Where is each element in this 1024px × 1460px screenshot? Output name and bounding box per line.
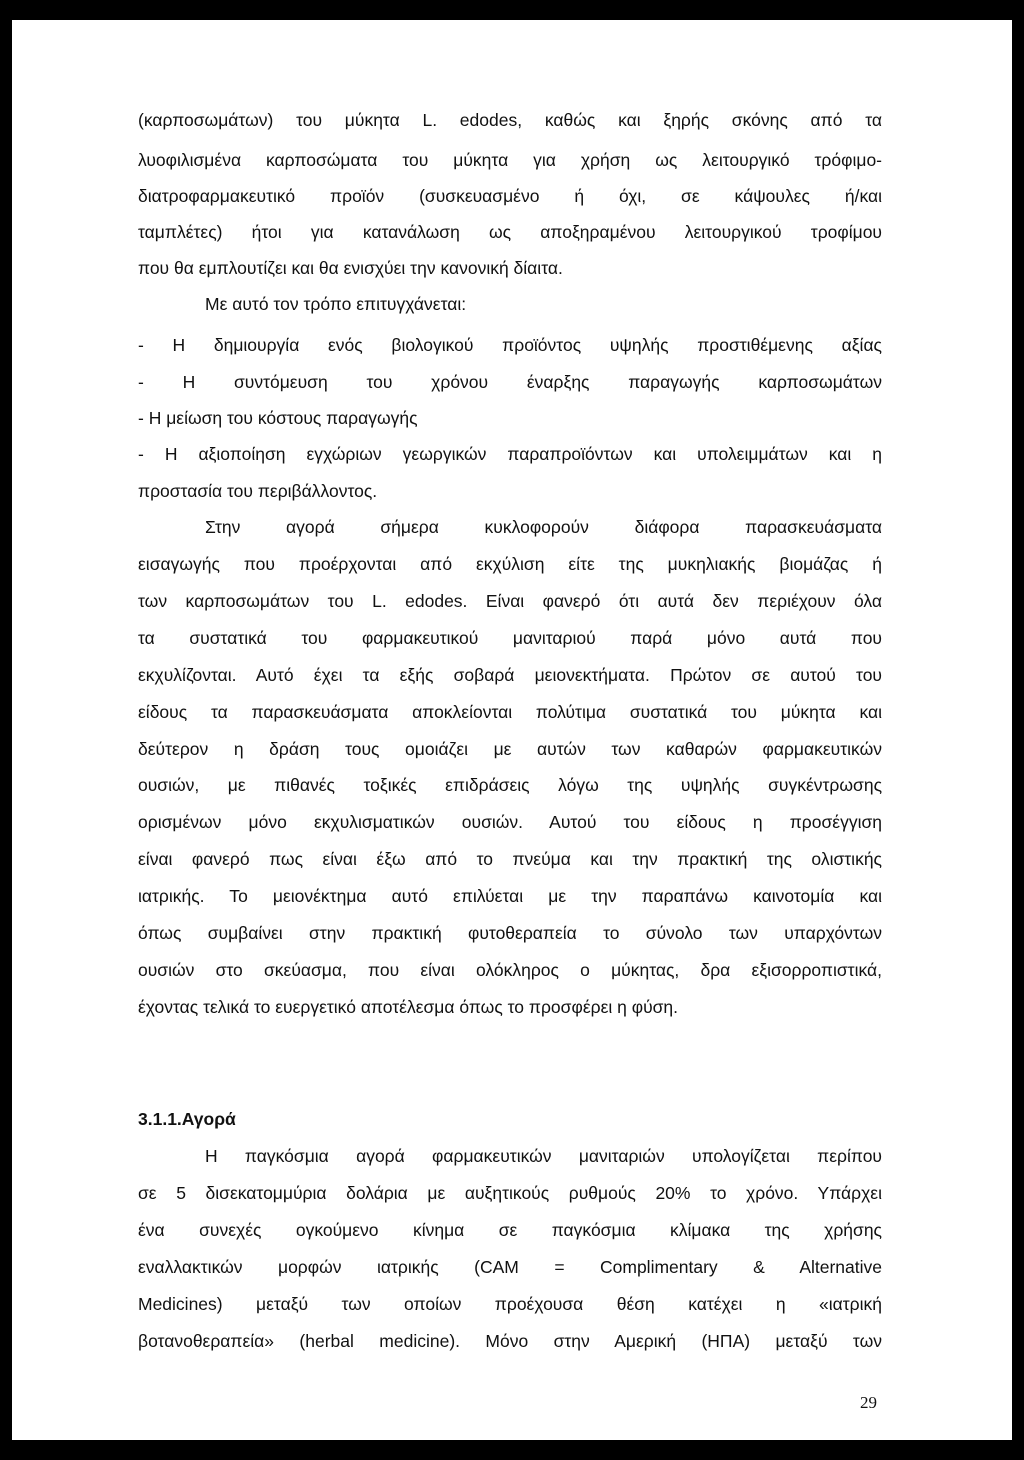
text-line: ένα συνεχές ογκούμενο κίνημα σε παγκόσμια κλίμακα της χρήσης: [138, 1220, 882, 1240]
list-item: - Η μείωση του κόστους παραγωγής: [138, 408, 418, 428]
text-line: έχοντας τελικά το ευεργετικό αποτέλεσμα όπως το προσφέρει η φύση.: [138, 997, 679, 1017]
text-line: Στην αγορά σήμερα κυκλοφορούν διάφορα παρασκευάσματα: [205, 517, 882, 537]
text-line: ουσιών, με πιθανές τοξικές επιδράσεις λόγω της υψηλής συγκέντρωσης: [138, 775, 882, 795]
text-line: εναλλακτικών μορφών ιατρικής (CAM = Complimentary & Alternative: [138, 1257, 882, 1277]
text-line: εισαγωγής που προέρχονται από εκχύλιση είτε της μυκηλιακής βιομάζας ή: [138, 554, 882, 574]
page-number: 29: [860, 1393, 877, 1412]
list-item: - Η δημιουργία ενός βιολογικού προϊόντος υψηλής προστιθέμενης αξίας: [138, 335, 882, 355]
text-line: προστασία του περιβάλλοντος.: [138, 481, 378, 501]
text-line: των καρποσωμάτων του L. edodes. Είναι φανερό ότι αυτά δεν περιέχουν όλα: [138, 591, 882, 611]
list-item: - Η συντόμευση του χρόνου έναρξης παραγωγής καρποσωμάτων: [138, 372, 882, 392]
text-line: ορισμένων μόνο εκχυλισματικών ουσιών. Αυτού του είδους η προσέγγιση: [138, 812, 882, 832]
text-line: (καρποσωμάτων) του μύκητα L. edodes, καθώς και ξηρής σκόνης από τα: [138, 110, 882, 130]
text-line: είναι φανερό πως είναι έξω από το πνεύμα και την πρακτική της ολιστικής: [138, 849, 882, 869]
text-line: που θα εμπλουτίζει και θα ενισχύει την κανονική δίαιτα.: [138, 258, 563, 278]
text-line: ουσιών στο σκεύασμα, που είναι ολόκληρος ο μύκητας, δρα εξισορροπιστικά,: [138, 960, 882, 980]
text-line: βοτανοθεραπεία» (herbal medicine). Μόνο στην Αμερική (ΗΠΑ) μεταξύ των: [138, 1331, 882, 1351]
text-line: είδους τα παρασκευάσματα αποκλείονται πολύτιμα συστατικά του μύκητα και: [138, 702, 882, 722]
text-line: εκχυλίζονται. Αυτό έχει τα εξής σοβαρά μειονεκτήματα. Πρώτον σε αυτού του: [138, 665, 882, 685]
text-line: διατροφαρμακευτικό προϊόν (συσκευασμένο ή όχι, σε κάψουλες ή/και: [138, 186, 882, 206]
text-line: Η παγκόσμια αγορά φαρμακευτικών μανιταριών υπολογίζεται περίπου: [205, 1146, 882, 1166]
text-line: Medicines) μεταξύ των οποίων προέχουσα θέση κατέχει η «ιατρική: [138, 1294, 882, 1314]
text-line: σε 5 δισεκατομμύρια δολάρια με αυξητικούς ρυθμούς 20% το χρόνο. Υπάρχει: [138, 1183, 882, 1203]
text-line: δεύτερον η δράση τους ομοιάζει με αυτών των καθαρών φαρμακευτικών: [138, 739, 882, 759]
text-line: λυοφιλισμένα καρποσώματα του μύκητα για χρήση ως λειτουργικό τρόφιμο-: [138, 150, 882, 170]
list-item: - Η αξιοποίηση εγχώριων γεωργικών παραπροϊόντων και υπολειμμάτων και η: [138, 444, 882, 464]
text-line: Με αυτό τον τρόπο επιτυγχάνεται:: [205, 294, 467, 314]
text-line: όπως συμβαίνει στην πρακτική φυτοθεραπεία το σύνολο των υπαρχόντων: [138, 923, 882, 943]
section-heading: 3.1.1.Αγορά: [138, 1109, 236, 1129]
text-line: ταμπλέτες) ήτοι για κατανάλωση ως αποξηραμένου λειτουργικού τροφίμου: [138, 222, 882, 242]
text-line: ιατρικής. Το μειονέκτημα αυτό επιλύεται με την παραπάνω καινοτομία και: [138, 886, 882, 906]
text-line: τα συστατικά του φαρμακευτικού μανιταριού παρά μόνο αυτά που: [138, 628, 882, 648]
